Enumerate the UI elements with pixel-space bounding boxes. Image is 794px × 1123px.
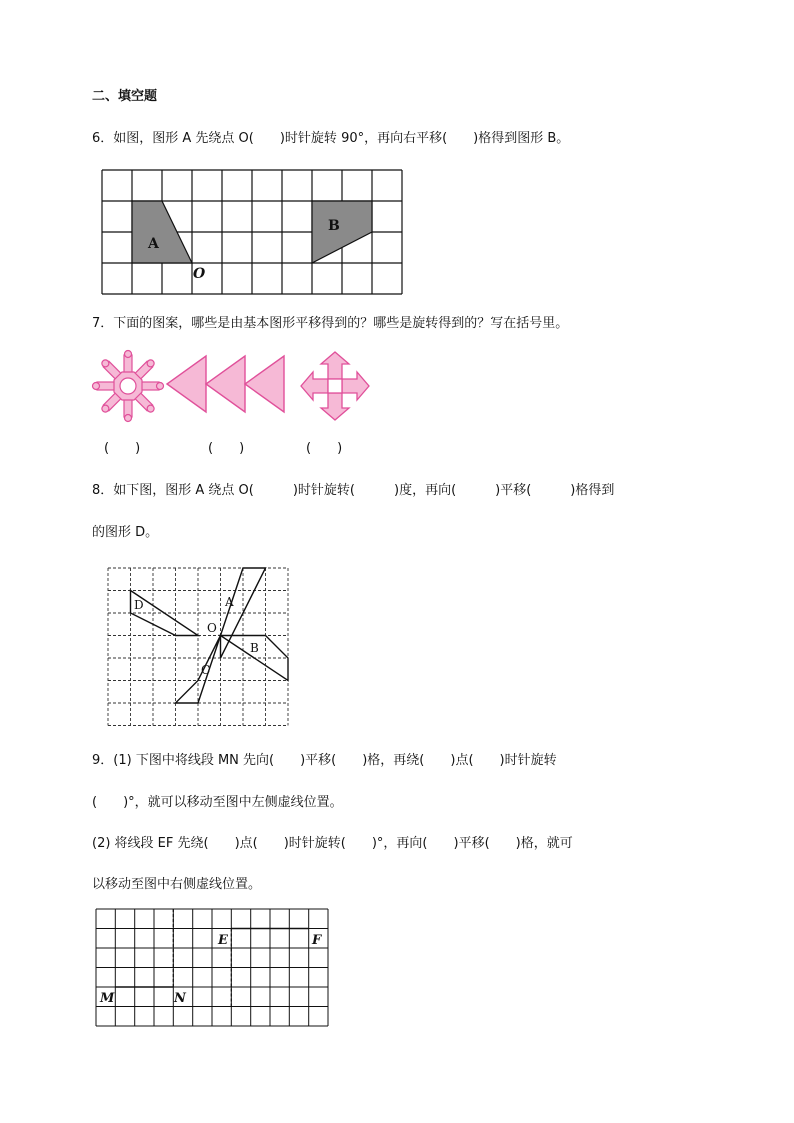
question-8-line-2: 的图形 D。: [92, 525, 159, 540]
question-8-line-1: 8．如下图，图形 A 绕点 O( )时针旋转( )度，再向( )平移( )格得到: [92, 483, 615, 498]
q9-grid: [96, 909, 328, 1026]
label-a: A: [148, 236, 159, 252]
question-9-line-2: ( )°，就可以移动至图中左侧虚线位置。: [92, 795, 343, 810]
label-b: B: [328, 218, 340, 234]
q8-label-a: A: [225, 595, 234, 609]
q7-answer-1[interactable]: ( ): [104, 441, 141, 456]
pattern-flower: [93, 351, 164, 422]
q8-grid-figure: [104, 564, 294, 729]
pattern-arrows: [301, 352, 369, 420]
q9-label-n: N: [174, 991, 186, 1006]
q9-label-f: F: [312, 933, 322, 948]
q9-label-e: E: [218, 933, 228, 948]
q6-grid-figure: [100, 168, 406, 298]
q8-label-c: C: [201, 663, 211, 677]
q8-label-b: B: [250, 641, 259, 655]
question-9-line-1: 9．(1) 下图中将线段 MN 先向( )平移( )格，再绕( )点( )时针旋转: [92, 753, 557, 768]
q7-patterns: [92, 350, 382, 422]
question-9-line-3: (2) 将线段 EF 先绕( )点( )时针旋转( )°，再向( )平移( )格，就可: [92, 836, 573, 851]
q7-answer-3[interactable]: ( ): [306, 441, 343, 456]
question-6-text: 6．如图，图形 A 先绕点 O( )时针旋转 90°，再向右平移( )格得到图形 B。: [92, 131, 570, 146]
q9-grid-figure: [94, 907, 334, 1031]
pattern-triangles: [167, 356, 284, 412]
label-o: O: [193, 266, 206, 282]
q7-answer-2[interactable]: ( ): [208, 441, 245, 456]
q8-label-d: D: [134, 598, 144, 612]
section-title: 二、填空题: [92, 89, 158, 104]
question-9-line-4: 以移动至图中右侧虚线位置。: [92, 877, 262, 892]
q9-label-m: M: [100, 991, 115, 1006]
q8-label-o: O: [207, 621, 217, 635]
question-7-text: 7．下面的图案，哪些是由基本图形平移得到的？哪些是旋转得到的？写在括号里。: [92, 316, 569, 331]
